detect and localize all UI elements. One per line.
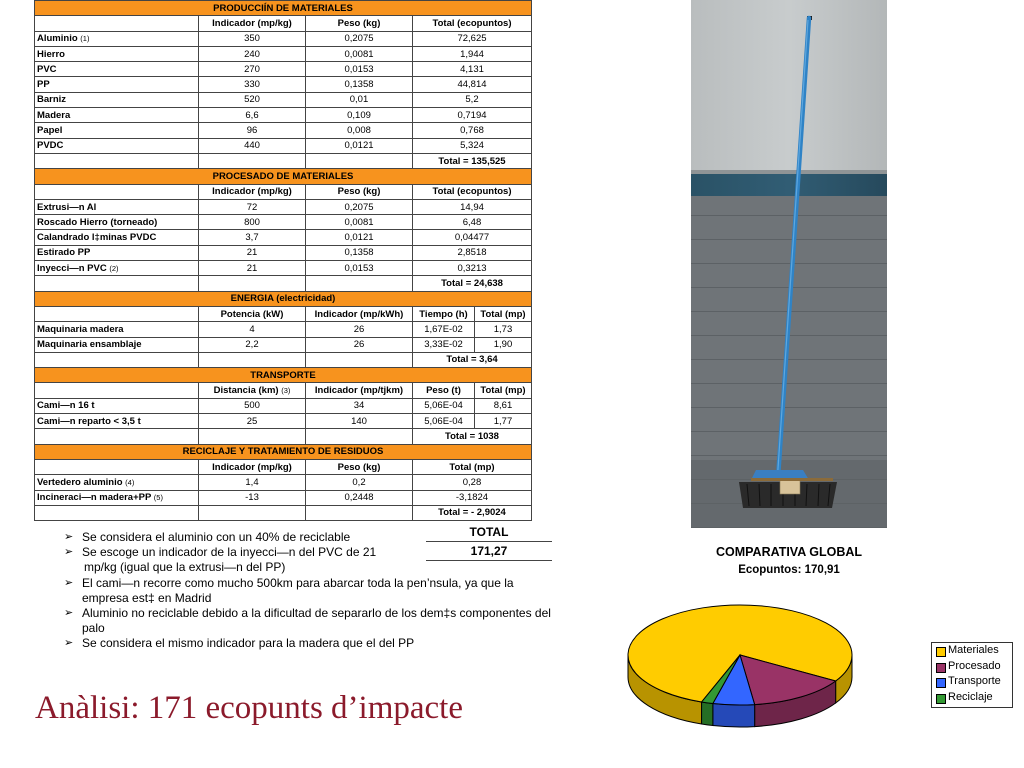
cell: 2,8518 [413,245,532,260]
cell: 0,109 [306,108,413,123]
column-header: Indicador (mp/kg) [199,459,306,474]
column-header: Total (ecopuntos) [413,16,532,31]
legend-item: Procesado [932,659,1012,675]
table-row [35,261,532,276]
table-row [35,108,532,123]
section-header-energia: ENERGIA (electricidad) [35,291,532,306]
section-header-procesado: PROCESADO DE MATERIALES [35,169,532,184]
lca-table [34,0,532,521]
column-header: Distancia (km) [213,385,279,397]
cell: 5,2 [413,92,532,107]
cell: 3,33E-02 [413,337,475,352]
table-row [35,337,532,352]
arrow-bullet-icon: ➢ [64,531,74,543]
table-row [35,46,532,61]
cell: 34 [306,398,413,413]
table-row [35,230,532,245]
broom-photo [691,0,887,528]
table-row [35,92,532,107]
row-name: Cami—n 16 t [35,398,199,413]
legend-item: Reciclaje [932,690,1012,706]
row-name: Extrusi—n Al [35,199,199,214]
cell: 5,06E-04 [413,398,475,413]
wall-stripe [691,174,887,196]
row-name: Hierro [35,46,199,61]
arrow-bullet-icon: ➢ [64,607,74,620]
legend-item: Materiales [932,643,1012,659]
table-row [35,245,532,260]
legend-swatch [936,663,946,673]
row-name: Papel [35,123,199,138]
cell: 1,73 [475,322,532,337]
table-row [35,414,532,429]
column-header: Total (mp) [475,383,532,398]
cell: 520 [199,92,306,107]
row-name: Vertedero aluminio [37,476,123,488]
row-name: Aluminio [37,33,78,45]
cell: 0,04477 [413,230,532,245]
table-row [35,322,532,337]
row-name: Barniz [35,92,199,107]
notes-list [64,530,554,652]
pie-side-reciclaje [702,702,713,726]
slide-title: Anàlisi: 171 ecopunts d’impacte [35,690,463,726]
cell: 44,814 [413,77,532,92]
wall [691,0,887,170]
cell: 14,94 [413,199,532,214]
note-item: ➢ Se considera el aluminio con un 40% de reciclable [64,530,351,544]
chart-legend [931,642,1013,708]
row-name: PVC [35,62,199,77]
cell: 1,77 [475,414,532,429]
table-row [35,490,532,505]
column-header: Peso (kg) [306,184,413,199]
cell: 0,0153 [306,62,413,77]
row-name: Roscado Hierro (torneado) [35,215,199,230]
cell: 26 [306,337,413,352]
column-header: Peso (t) [413,383,475,398]
cell: 25 [199,414,306,429]
cell: 21 [199,261,306,276]
column-header: Total (mp) [475,306,532,321]
cell: 0,008 [306,123,413,138]
cell: 72,625 [413,31,532,46]
cell: 0,1358 [306,77,413,92]
cell: 330 [199,77,306,92]
legend-swatch [936,694,946,704]
row-name: PVDC [35,138,199,153]
cell: 0,01 [306,92,413,107]
row-name: Madera [35,108,199,123]
section-header-transporte: TRANSPORTE [35,368,532,383]
chart-subtitle: Ecopuntos: 170,91 [738,564,840,576]
broom-label [780,480,800,494]
note-item: ➢ Aluminio no reciclable debido a la dificultad de separarlo de los dem‡s componentes del palo [64,606,551,636]
column-header: Indicador (mp/tjkm) [306,383,413,398]
cell: 8,61 [475,398,532,413]
row-name: Estirado PP [35,245,199,260]
cell: 21 [199,245,306,260]
table-row [35,475,532,490]
table-row [35,138,532,153]
cell: 6,6 [199,108,306,123]
cell: 96 [199,123,306,138]
arrow-bullet-icon: ➢ [64,546,74,559]
section-total: Total = 135,525 [413,153,532,168]
cell: 0,2448 [306,490,413,505]
cell: 3,7 [199,230,306,245]
cell: 270 [199,62,306,77]
cell: 140 [306,414,413,429]
cell: 0,1358 [306,245,413,260]
section-total: Total = 1038 [413,429,532,444]
footnote-ref: (4) [125,477,135,487]
column-header: Indicador (mp/kg) [199,184,306,199]
table-row [35,62,532,77]
row-name: Cami—n reparto < 3,5 t [35,414,199,429]
row-name: Calandrado l‡minas PVDC [35,230,199,245]
table-row [35,77,532,92]
table-row [35,398,532,413]
grand-total-value: 171,27 [426,542,552,561]
grand-total-label: TOTAL [426,523,552,542]
note-item: ➢ Se considera el mismo indicador para la madera que el del PP [64,636,415,651]
cell: 0,0153 [306,261,413,276]
column-header: Peso (kg) [306,16,413,31]
cell: 0,2075 [306,199,413,214]
cell: 72 [199,199,306,214]
cell: 0,7194 [413,108,532,123]
row-name: Incineraci—n madera+PP [37,492,152,504]
footnote-ref: (2) [109,263,119,273]
row-name: Maquinaria madera [35,322,199,337]
table-row [35,199,532,214]
pie-chart [620,595,920,745]
cell: 4,131 [413,62,532,77]
cell: 6,48 [413,215,532,230]
pie-side-transporte [713,704,755,727]
arrow-bullet-icon: ➢ [64,637,74,650]
legend-item: Transporte [932,674,1012,690]
table-row [35,215,532,230]
cell: 1,4 [199,475,306,490]
column-header: Indicador (mp/kWh) [306,306,413,321]
section-total: Total = 3,64 [413,352,532,367]
column-header: Peso (kg) [306,459,413,474]
cell: 0,3213 [413,261,532,276]
cell: 0,0081 [306,215,413,230]
cell: 440 [199,138,306,153]
row-name: Inyecci—n PVC [37,262,107,274]
cell: 0,768 [413,123,532,138]
cell: 350 [199,31,306,46]
cell: 800 [199,215,306,230]
footnote-ref: (5) [153,493,163,503]
column-header: Potencia (kW) [199,306,306,321]
column-header: Total (mp) [413,459,532,474]
cell: 5,324 [413,138,532,153]
cell: 4 [199,322,306,337]
footnote-ref: (3) [281,386,291,396]
section-header-reciclaje: RECICLAJE Y TRATAMIENTO DE RESIDUOS [35,444,532,459]
cell: 0,28 [413,475,532,490]
note-item: ➢ El cami—n recorre como mucho 500km para abarcar toda la pen’nsula, ya que la empresa est‡ en Madrid [64,575,514,605]
row-name: PP [35,77,199,92]
cell: 0,0121 [306,230,413,245]
cell: 240 [199,46,306,61]
cell: 0,0121 [306,138,413,153]
cell: 0,0081 [306,46,413,61]
cell: 26 [306,322,413,337]
cell: 1,67E-02 [413,322,475,337]
section-total: Total = 24,638 [413,276,532,291]
table-row [35,123,532,138]
section-header-produccion: PRODUCCIÍN DE MATERIALES [35,1,532,16]
footnote-ref: (1) [80,34,90,44]
cell: 5,06E-04 [413,414,475,429]
cell: 1,944 [413,46,532,61]
cell: 2,2 [199,337,306,352]
row-name: Maquinaria ensamblaje [35,337,199,352]
table-row [35,31,532,46]
cell: 500 [199,398,306,413]
cell: 0,2 [306,475,413,490]
cell: -13 [199,490,306,505]
legend-swatch [936,647,946,657]
legend-swatch [936,678,946,688]
cell: 1,90 [475,337,532,352]
chart-title: COMPARATIVA GLOBAL [715,545,863,559]
column-header: Tiempo (h) [413,306,475,321]
column-header: Total (ecopuntos) [413,184,532,199]
column-header: Indicador (mp/kg) [199,16,306,31]
cell: 0,2075 [306,31,413,46]
note-item: ➢ Se escoge un indicador de la inyecci—n del PVC de 21 [64,545,377,560]
cell: -3,1824 [413,490,532,505]
arrow-bullet-icon: ➢ [64,576,74,589]
note-continuation: mp/kg (igual que la extrusi—n del PP) [84,560,286,575]
section-total: Total = - 2,9024 [413,505,532,520]
